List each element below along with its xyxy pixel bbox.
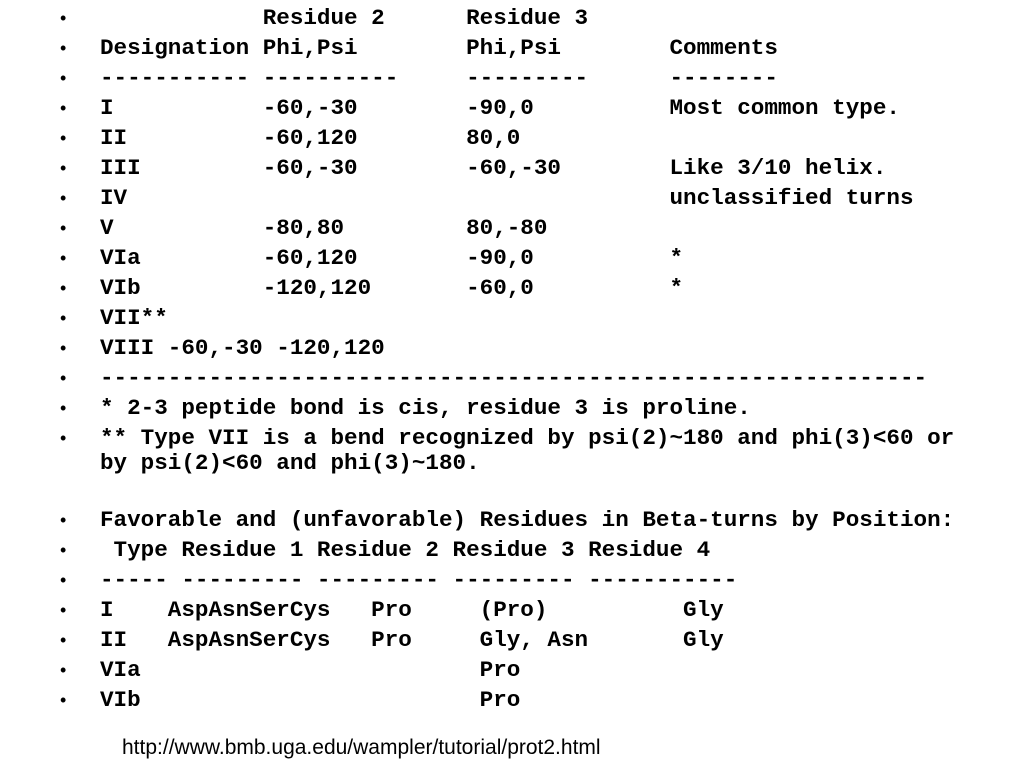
list-item: [60, 595, 1010, 625]
list-item: [60, 565, 1010, 595]
bullet-marker: •: [60, 690, 67, 710]
bullet-marker: •: [60, 660, 67, 680]
residues-row-via: VIa Pro: [100, 657, 521, 683]
bullet-marker: •: [60, 68, 67, 88]
list-item: [60, 423, 1010, 475]
bullet-marker: •: [60, 98, 67, 118]
bullet-marker: •: [60, 38, 67, 58]
list-item: [60, 303, 1010, 333]
footnote-double-star: ** Type VII is a bend recognized by psi(2)~180 and phi(3)<60 or by psi(2)<60 and phi(3)~180.: [100, 425, 968, 476]
list-item: [60, 505, 1010, 535]
list-item: [60, 63, 1010, 93]
list-item: [60, 243, 1010, 273]
header-designation-line: Designation Phi,Psi Phi,Psi Comments: [100, 35, 778, 61]
bullet-marker: •: [60, 278, 67, 298]
bullet-marker: •: [60, 570, 67, 590]
bullet-marker: •: [60, 600, 67, 620]
turn-row-vib: VIb -120,120 -60,0 *: [100, 275, 684, 301]
list-item: [60, 153, 1010, 183]
list-item: [60, 93, 1010, 123]
bullet-marker: •: [60, 428, 67, 448]
residues-row-vib: VIb Pro: [100, 687, 521, 713]
turn-row-iv: IV unclassified turns: [100, 185, 914, 211]
turn-row-via: VIa -60,120 -90,0 *: [100, 245, 684, 271]
source-url-link[interactable]: http://www.bmb.uga.edu/wampler/tutorial/prot2.html: [122, 736, 601, 759]
turn-row-ii: II -60,120 80,0: [100, 125, 521, 151]
turn-row-v: V -80,80 80,-80: [100, 215, 548, 241]
header-residue-line: Residue 2 Residue 3: [100, 5, 589, 31]
turn-row-vii: VII**: [100, 305, 168, 331]
table-end-rule: -------------------------------------------------------------: [100, 365, 928, 391]
bullet-marker: •: [60, 510, 67, 530]
list-item: [60, 535, 1010, 565]
bullet-marker: •: [60, 218, 67, 238]
bullet-marker: •: [60, 158, 67, 178]
list-item: [60, 655, 1010, 685]
list-item: [60, 213, 1010, 243]
bullet-marker: •: [60, 308, 67, 328]
bullet-marker: •: [60, 540, 67, 560]
turn-row-iii: III -60,-30 -60,-30 Like 3/10 helix.: [100, 155, 887, 181]
residues-row-i: I AspAsnSerCys Pro (Pro) Gly: [100, 597, 724, 623]
list-item: [60, 333, 1010, 363]
bullet-marker: •: [60, 368, 67, 388]
residues-row-ii: II AspAsnSerCys Pro Gly, Asn Gly: [100, 627, 724, 653]
turn-row-viii: VIII -60,-30 -120,120: [100, 335, 385, 361]
bullet-marker: •: [60, 188, 67, 208]
list-item: [60, 123, 1010, 153]
bullet-list: [60, 3, 1010, 715]
bullet-marker: •: [60, 338, 67, 358]
bullet-marker: •: [60, 398, 67, 418]
list-item: [60, 393, 1010, 423]
bullet-marker: •: [60, 630, 67, 650]
list-item: [60, 625, 1010, 655]
list-item: [60, 273, 1010, 303]
bullet-marker: •: [60, 8, 67, 28]
list-item: [60, 3, 1010, 33]
list-item: [60, 685, 1010, 715]
header-rule-line: ----------- ---------- --------- --------: [100, 65, 778, 91]
residues-rule-line: ----- --------- --------- --------- -----------: [100, 567, 738, 593]
bullet-marker: •: [60, 128, 67, 148]
list-item: [60, 363, 1010, 393]
turn-row-i: I -60,-30 -90,0 Most common type.: [100, 95, 900, 121]
residues-section-title: Favorable and (unfavorable) Residues in Beta-turns by Position:: [100, 507, 955, 533]
residues-header-line: Type Residue 1 Residue 2 Residue 3 Residue 4: [100, 537, 711, 563]
bullet-marker: •: [60, 248, 67, 268]
list-item: [60, 33, 1010, 63]
list-item: [60, 183, 1010, 213]
footnote-single-star: * 2-3 peptide bond is cis, residue 3 is proline.: [100, 395, 751, 421]
